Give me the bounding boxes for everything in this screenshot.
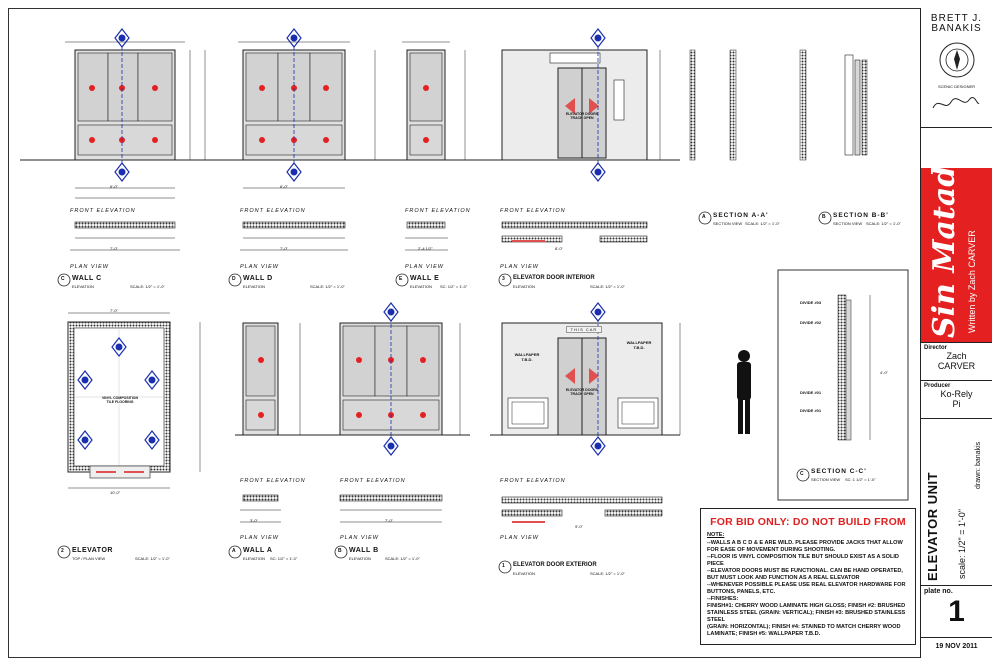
show-title: Sin Matador [927, 129, 962, 338]
wall-e-elevation [380, 50, 470, 160]
callout-number: A [232, 548, 236, 554]
producer-label: Producer [924, 383, 951, 389]
note-line: BUTTONS, PANELS, ETC. [707, 589, 776, 595]
door-interior-elevation [470, 40, 680, 175]
view-subtitle: SECTION VIEW [833, 221, 863, 226]
dimension-label: 2'-4 1/2" [418, 246, 433, 251]
section-label: DIVIDE #01 [800, 390, 822, 395]
caption-plan-view: PLAN VIEW [240, 535, 279, 541]
view-subtitle: TOP / PLAN VIEW [72, 556, 106, 561]
view-subtitle: ELEVATION [243, 556, 265, 561]
designer-cell [921, 8, 992, 128]
view-scale: SCALE: 1/2" = 1'-0" [590, 571, 625, 576]
signature-icon [931, 94, 981, 114]
callout-number: 2 [61, 548, 64, 554]
bid-warning: FOR BID ONLY: DO NOT BUILD FROM [710, 516, 906, 528]
view-title: WALL D [243, 275, 273, 282]
view-subtitle: ELEVATION [410, 284, 432, 289]
view-scale: SCALE: 1/2" = 1'-0" [590, 284, 625, 289]
door-exterior-plan [502, 497, 662, 522]
producer-name: Ko-Rely [940, 389, 973, 399]
dimension-label: 6'-0" [110, 184, 118, 189]
door-exterior-elevation [490, 312, 680, 445]
view-scale: SCALE: 1/2" = 1'-0" [310, 284, 345, 289]
view-scale: SCALE: 1/2" = 1'-0" [130, 284, 165, 289]
caption-front-elevation: FRONT ELEVATION [70, 208, 136, 214]
dimension-label: 3'-0" [250, 518, 258, 523]
designer-name-1: BRETT J. [930, 13, 983, 24]
wall-d-elevation [200, 40, 380, 175]
door-track-text: ELEVATOR DOORS TRACK OPEN [565, 112, 599, 120]
view-title: ELEVATOR [72, 547, 113, 554]
caption-plan-view: PLAN VIEW [70, 264, 109, 270]
note-line: --FINISHES: [707, 596, 739, 602]
view-subtitle: ELEVATION [72, 284, 94, 289]
caption-front-elevation: FRONT ELEVATION [500, 208, 566, 214]
director-cell [921, 343, 992, 381]
caption-plan-view: PLAN VIEW [500, 264, 539, 270]
director-name: CARVER [937, 361, 976, 371]
plate-label: plate no. [924, 588, 953, 595]
wall-c-elevation [20, 40, 210, 175]
show-subtitle: Written by Zach CARVER [967, 230, 977, 333]
callout-number: 3 [502, 276, 505, 282]
section-cc-detail [778, 270, 908, 500]
callout-number: 1 [502, 563, 505, 569]
caption-front-elevation: FRONT ELEVATION [340, 478, 406, 484]
unit-cell [921, 419, 992, 586]
caption-front-elevation: FRONT ELEVATION [240, 208, 306, 214]
view-subtitle: ELEVATION [243, 284, 265, 289]
dimension-label: 7'-0" [280, 246, 288, 251]
view-scale: SCALE: 1/2" = 1'-0" [135, 556, 170, 561]
producer-cell [921, 381, 992, 419]
note-line: --WALLS A B C D & E ARE WILD. PLEASE PROVIDE JACKS THAT ALLOW [707, 540, 903, 546]
dimension-label: 8'-0" [555, 246, 563, 251]
wall-c-plan [70, 188, 180, 250]
section-marker-icon [591, 303, 605, 321]
floor-note: VINYL COMPOSITION TILE FLOORING [101, 396, 139, 404]
section-marker-icon [384, 303, 398, 321]
director-name: Zach [946, 351, 967, 361]
wallpaper-note: WALLPAPER T.B.D. [514, 352, 540, 362]
caption-plan-view: PLAN VIEW [500, 535, 539, 541]
notes-panel [700, 508, 916, 645]
section-marker-icon [287, 29, 301, 47]
wall-b-elevation [300, 312, 470, 445]
section-marker-icon [591, 29, 605, 47]
callout-number: C [61, 276, 65, 282]
callout-number: C [800, 471, 804, 477]
plate-cell [921, 586, 992, 638]
notes-body [701, 528, 915, 638]
note-line: --ELEVATOR DOORS MUST BE FUNCTIONAL. CAN BE HAND OPERATED, [707, 568, 903, 574]
wall-b-plan [340, 495, 442, 522]
view-title: WALL C [72, 275, 102, 282]
view-subtitle: SECTION VIEW [811, 477, 841, 482]
view-scale: SC: 1/2" = 1'-0" [270, 556, 298, 561]
view-title: SECTION B-B' [833, 212, 889, 219]
view-scale: SC: 1 1/2" = 1'-0" [845, 477, 876, 482]
section-marker-icon [115, 29, 129, 47]
callout-number: D [232, 276, 236, 282]
caption-front-elevation: FRONT ELEVATION [500, 478, 566, 484]
wall-a-plan [240, 495, 281, 522]
wall-d-plan [240, 188, 348, 250]
section-aa-detail [690, 50, 806, 160]
view-subtitle: ELEVATION [513, 571, 535, 576]
notes-heading: NOTE: [707, 532, 725, 538]
callout-number: E [399, 276, 403, 282]
section-marker-icon [287, 163, 301, 181]
view-subtitle: SECTION VIEW [713, 221, 743, 226]
view-subtitle: ELEVATION [349, 556, 371, 561]
wall-a-elevation [235, 323, 300, 435]
note-line: (GRAIN: HORIZONTAL); FINISH #4: STAINED TO MATCH CHERRY WOOD [707, 624, 901, 630]
director-label: Director [924, 345, 948, 351]
union-seal-icon [937, 40, 977, 80]
drawn-by: drawn: banakis [975, 441, 982, 489]
view-title: WALL B [349, 547, 379, 554]
view-title: WALL E [410, 275, 440, 282]
note-line: FINISH#1: CHERRY WOOD LAMINATE HIGH GLOSS; FINISH #2: BRUSHED [707, 603, 906, 609]
caption-front-elevation: FRONT ELEVATION [240, 478, 306, 484]
designer-role: SCENIC DESIGNER [937, 84, 976, 89]
dimension-label: 10'-0" [110, 490, 121, 495]
view-subtitle: ELEVATION [513, 284, 535, 289]
view-title: ELEVATOR DOOR EXTERIOR [513, 562, 597, 568]
view-scale: SCALE: 1/2" = 1'-0" [745, 221, 780, 226]
view-title: SECTION C-C' [811, 468, 867, 475]
section-label: DIVIDE #03 [800, 300, 822, 305]
dimension-label: 7'-0" [110, 246, 118, 251]
note-line: FOR EASE OF MOVEMENT DURING SHOOTING. [707, 547, 836, 553]
dimension-label: 7'-0" [385, 518, 393, 523]
view-title: ELEVATOR DOOR INTERIOR [513, 275, 595, 281]
wallpaper-note: WALLPAPER T.B.D. [626, 340, 652, 350]
caption-plan-view: PLAN VIEW [405, 264, 444, 270]
section-label: DIVIDE #02 [800, 320, 822, 325]
dimension-label: 9'-0" [575, 524, 583, 529]
view-title: WALL A [243, 547, 273, 554]
human-scale-figure-icon [737, 350, 751, 434]
view-scale: SCALE: 1/2" = 1'-0" [385, 556, 420, 561]
view-scale: SC: 1/2" = 1'-0" [440, 284, 468, 289]
callout-number: B [338, 548, 342, 554]
this-car-sign: THIS CAR [566, 326, 602, 333]
plate-number: 1 [948, 595, 965, 628]
section-marker-icon [384, 437, 398, 455]
caption-front-elevation: FRONT ELEVATION [405, 208, 471, 214]
section-label: DIVIDE #01 [800, 408, 822, 413]
dimension-label: 4'-0" [880, 370, 888, 375]
note-line: --FLOOR IS VINYL COMPOSITION TILE BUT SHOULD EXIST AS A SOLID PIECE [707, 554, 899, 567]
note-line: STAINLESS STEEL (GRAIN: VERTICAL); FINISH #3: BRUSHED STAINLESS STEEL [707, 610, 906, 623]
note-line: --WHENEVER POSSIBLE PLEASE USE REAL ELEVATOR HARDWARE FOR [707, 582, 906, 588]
wall-e-plan [405, 222, 448, 250]
unit-title: ELEVATOR UNIT [925, 471, 940, 581]
section-bb-detail [845, 55, 867, 155]
section-marker-icon [591, 437, 605, 455]
door-track-text: ELEVATOR DOORS TRACK OPEN [565, 388, 599, 396]
view-title: SECTION A-A' [713, 212, 769, 219]
section-marker-icon [115, 163, 129, 181]
producer-name: Pi [952, 399, 961, 409]
section-marker-icon [591, 163, 605, 181]
note-line: LAMINATE; FINISH #5: WALLPAPER T.B.D. [707, 631, 821, 637]
scale-note: scale: 1/2" = 1'-0" [957, 509, 967, 579]
callout-number: A [702, 214, 706, 220]
show-title-cell [921, 129, 992, 343]
callout-number: B [822, 214, 826, 220]
designer-name-2: BANAKIS [931, 23, 982, 34]
dimension-label: 7'-0" [110, 308, 118, 313]
note-line: BUT MUST LOOK AND FUNCTION AS A REAL ELEVATOR [707, 575, 860, 581]
sheet-date: 19 NOV 2011 [935, 643, 978, 650]
caption-plan-view: PLAN VIEW [340, 535, 379, 541]
door-interior-plan [502, 222, 647, 242]
title-block [920, 8, 992, 658]
caption-plan-view: PLAN VIEW [240, 264, 279, 270]
view-scale: SCALE: 1/2" = 1'-0" [866, 221, 901, 226]
date-cell [921, 638, 992, 658]
dimension-label: 6'-0" [280, 184, 288, 189]
